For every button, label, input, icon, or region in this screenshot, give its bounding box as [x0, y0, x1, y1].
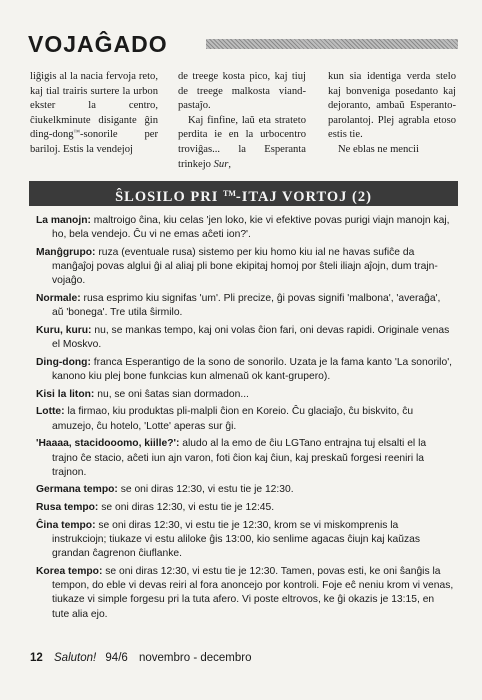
glossary-entry [36, 483, 454, 497]
glossary-definition: franca Esperantigo de la sono de sonorilo. Uzata je la fama kanto 'La sonorilo', kanono kiu plej bone funkcias kun almenaŭ ok kant-grupero). [52, 356, 453, 383]
issue-months: novembro - decembro [139, 652, 252, 664]
italic-word: Sur [213, 158, 229, 170]
glossary-term: Korea tempo: [36, 565, 103, 577]
glossary-definition: se oni diras 12:30, vi estu tie je 12:45. [101, 502, 275, 514]
section-header [28, 30, 458, 58]
glossary-definition: se oni diras 12:30, vi estu tie je 12:30. [120, 484, 294, 496]
glossary-term: Kuru, kuru: [36, 324, 92, 336]
paragraph: de treege kosta pico, kaj tiuj de treege malkosta viand-pastaĵo. [178, 71, 306, 112]
intro-columns [30, 70, 458, 175]
issue-number: 94/6 [105, 652, 128, 664]
glossary-definition: ruza (eventuale rusa) sistemo per kiu homo kiu ial ne havas sufiĉe da manĝaĵoj povas alglui ĝi al aliaj pli bone ekipitaj homoj por ŝteli iliajn aĵojn, dum trajn-vojaĝo. [52, 246, 438, 287]
glossary-definition: maltroigo ĉina, kiu celas 'jen loko, kie vi efektive povas purigi viajn manojn kaj, ho, bela vendejo. Ĉu vi ne emas aĉeti ion?'. [52, 215, 450, 241]
intro-column-3 [328, 70, 456, 158]
paragraph: liĝigis al la nacia fervoja reto, kaj tial trairis surtere la urbon ekster la centro, ĉiukelkminute disigante ĝin ding-dong™-sonorile per bariloj. Estis la vendejoj [30, 71, 158, 155]
glossary-entry [36, 356, 454, 385]
glossary-term: Ding-dong: [36, 356, 91, 368]
glossary-term: Germana tempo: [36, 484, 118, 496]
paragraph: Kaj finfine, laŭ eta strateto perdita ie en la urbocentro troviĝas... la Esperanta trinkejo Sur, [178, 114, 306, 170]
glossary-definition: nu, se mankas tempo, kaj oni volas ĉion fari, oni devas rapidi. Originale venas el Moskvo. [52, 324, 450, 351]
glossary-list [36, 214, 454, 625]
glossary-definition: nu, se oni ŝatas sian dormadon... [97, 388, 249, 400]
intro-column-1 [30, 70, 158, 158]
glossary-entry [36, 519, 454, 562]
section-title: VOJAĜADO [28, 31, 168, 57]
glossary-term: Manĝgrupo: [36, 246, 96, 258]
glossary-entry [36, 324, 454, 353]
glossary-entry [36, 388, 454, 402]
glossary-definition: se oni diras 12:30, vi estu tie je 12:30, krom se vi miskomprenis la instrukciojn; tiukaze vi estu aliloke ĝis 13:00, kio senlime agacas ĉiujn kaj kaŭzas grandan ĉagrenon ĉiuflanke. [52, 519, 421, 560]
paragraph: kun sia identiga verda stelo kaj bonveniga posedanto kaj dejoranto, ambaŭ Esperanto-parolantoj. Plej agrabla etoso estis tie. [328, 71, 456, 141]
glossary-entry [36, 437, 454, 480]
magazine-name: Saluton! [54, 652, 97, 664]
paragraph: Ne eblas ne mencii [338, 143, 419, 155]
glossary-term: 'Haaaa, stacidooomo, kiille?': [36, 438, 180, 450]
glossary-term: Lotte: [36, 406, 65, 418]
glossary-entry [36, 501, 454, 515]
glossary-term: La manojn: [36, 215, 91, 226]
glossary-entry [36, 565, 454, 622]
header-rule-bar [206, 39, 458, 49]
glossary-definition: la firmao, kiu produktas pli-malpli ĉion en Koreio. Ĉu glaciaĵo, ĉu biskvito, ĉu amuzejo, ĉu hotelo, 'Lotte' aperas sur ĝi. [52, 406, 414, 432]
glossary-entry [36, 292, 454, 321]
glossary-definition: aludo al la emo de ĉiu LGTano entrajna tuj elsalti el la trajno ĉe stacio, aĉeti iun ajn varon, foti ĉion kaj ĉiun, kaj preskaŭ forgesi reeniri la trajnon. [52, 438, 427, 478]
page-footer [30, 651, 450, 665]
intro-column-2 [178, 70, 306, 172]
glossary-entry [36, 246, 454, 289]
glossary-entry [36, 214, 454, 243]
trademark-mark: TM [222, 189, 236, 198]
glossary-term: Kisi la liton: [36, 388, 95, 400]
glossary-term: Normale: [36, 293, 81, 305]
page-number: 12 [30, 652, 43, 664]
glossary-term: Rusa tempo: [36, 502, 99, 514]
glossary-entry [36, 405, 454, 434]
glossary-definition: se oni diras 12:30, vi estu tie je 12:30. Tamen, povas esti, ke oni ŝanĝis la tempon, do eble vi devas reiri al fora anoncejo por kontroli. Foje eĉ neniu krom vi venas, tiukaze vi simple forgesu pri la tuta afero. Vi poste eltrovos, ke ĝi okazis je 13:15, en tute alia ejo. [52, 565, 454, 620]
glossary-term: Ĉina tempo: [36, 519, 96, 531]
glossary-definition: rusa esprimo kiu signifas 'um'. Pli precize, ĝi povas signifi 'malbona', 'averaĝa', aŭ 'bonega'. Tre utila ŝirmilo. [52, 293, 441, 319]
glossary-heading: ŜLOSILO PRI ™-ITAJ VORTOJ (2) [29, 181, 458, 206]
